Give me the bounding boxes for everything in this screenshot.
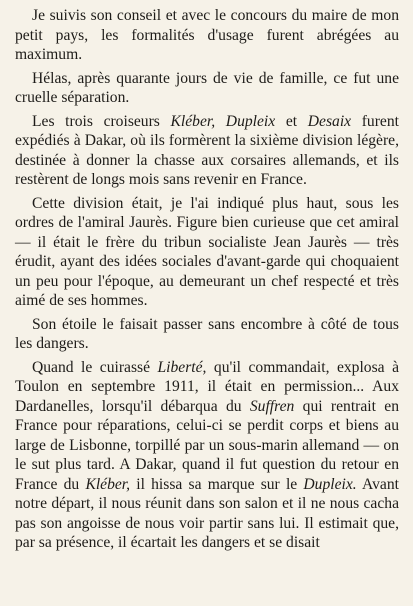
paragraph-4 — [15, 194, 399, 311]
paragraph-6-text-a: Quand le cuirassé — [32, 358, 158, 376]
book-page — [15, 6, 399, 553]
ship-name-suffren: Suffren — [249, 397, 295, 415]
ship-name-kleber: Kléber, — [85, 475, 131, 493]
paragraph-6-text-b: qu'il commandait, explosa à Toulon en septembre 1911, il était en permission... Aux Dardanelles, lorsqu'il débarqua du — [15, 358, 399, 415]
paragraph-1 — [15, 6, 399, 65]
paragraph-6 — [15, 358, 399, 553]
ship-name-liberte: Liberté, — [157, 358, 207, 376]
paragraph-6-text-c: qui rentrait en France pour réparations, celui-ci se perdit corps et biens au large de Lisbonne, torpillé par un sous-marin allemand — on le sut plus tard. A Dakar, quand il fut question du retour en France du — [15, 397, 399, 493]
paragraph-2 — [15, 69, 399, 108]
paragraph-2-text: Hélas, après quarante jours de vie de famille, ce fut une cruelle séparation. — [15, 69, 399, 106]
paragraph-3-text-c: furent expédiés à Dakar, où ils formèrent la sixième division légère, destinée à donner la chasse aux corsaires allemands, et ils restèrent de longs mois sans revenir en France. — [15, 112, 399, 188]
paragraph-6-text-d: il hissa sa marque sur le — [130, 475, 304, 493]
paragraph-3-text-b: et — [275, 112, 308, 130]
paragraph-6-text-e: Avant notre départ, il nous réunit dans son salon et il ne nous cacha pas son angoisse de nous voir partir sans lui. Il estimait que, par sa présence, il écartait les dangers et se disait — [15, 475, 399, 551]
paragraph-5-text: Son étoile le faisait passer sans encombre à côté de tous les dangers. — [15, 315, 399, 352]
paragraph-3-text-a: Les trois croiseurs — [32, 112, 171, 130]
ship-name-dupleix: Dupleix. — [303, 475, 357, 493]
ship-name-desaix: Desaix — [307, 112, 352, 130]
paragraph-4-text: Cette division était, je l'ai indiqué plus haut, sous les ordres de l'amiral Jaurès. Figure bien curieuse que cet amiral — il était le frère du tribun socialiste Jean Jaurès — très érudit, ayant des idées sociales d'avant-garde qui choquaient un peu pour l'époque, au demeurant un chef respecté et très aimé de ses hommes. — [15, 194, 399, 309]
paragraph-3 — [15, 112, 399, 190]
paragraph-5 — [15, 315, 399, 354]
ship-names-kleber-dupleix: Kléber, Dupleix — [170, 112, 276, 130]
paragraph-1-text: Je suivis son conseil et avec le concours du maire de mon petit pays, les formalités d'usage furent abrégées au maximum. — [15, 7, 399, 63]
